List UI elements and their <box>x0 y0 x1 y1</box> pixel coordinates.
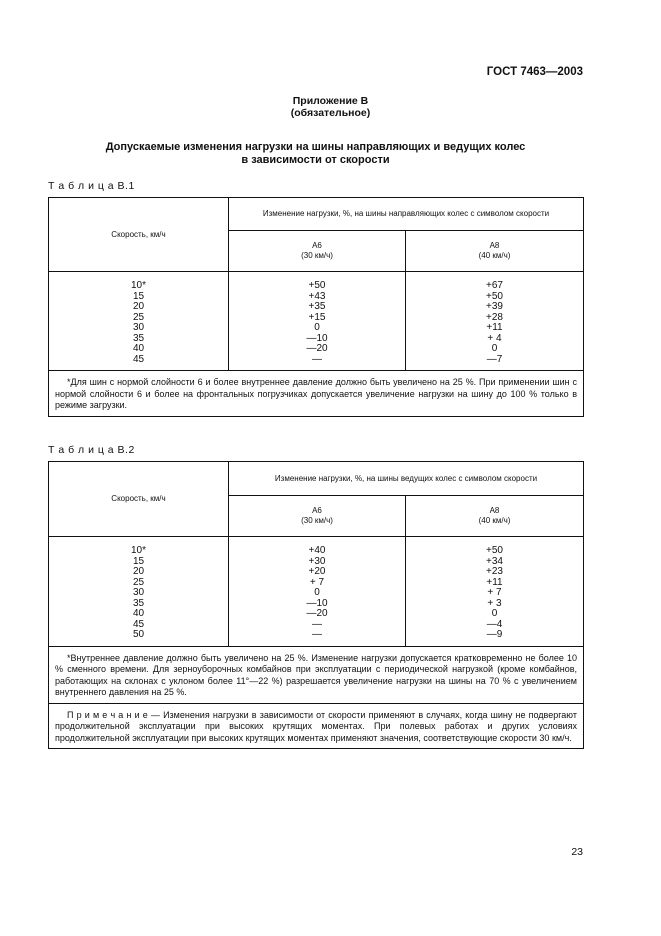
table2-group-header: Изменение нагрузки, %, на шины ведущих колес с символом скорости <box>229 462 584 496</box>
table1-speed-cell: 35 <box>132 332 145 344</box>
table2-a6-symbol: А6 <box>312 506 322 515</box>
table1-a8-header <box>406 231 584 272</box>
table1-a6-column <box>229 272 406 371</box>
table2-caption: Т а б л и ц а В.2 <box>48 444 135 456</box>
table1-a6-cell: 0 <box>314 322 320 333</box>
table2-footnote-text: *Внутреннее давление должно быть увеличено на 25 %. Изменение нагрузки допускается кратковременно не более 10 % сменного времени. Для зерноуборочных комбайнов при эксплуатации с периодической нагрузкой (кроме комбайнов, работающих на склонах с уклоном более 11°—22 %) разрешается увеличение нагрузки на шины на 70 % с увеличением внутреннего давления на 25 %. <box>55 652 577 697</box>
table1-a8-cell: +50 <box>486 290 503 302</box>
table1-a8-cell: +28 <box>486 311 503 323</box>
table1-a6-cell: +50 <box>308 280 326 291</box>
table2-a8-header <box>406 496 584 537</box>
table1-caption: Т а б л и ц а В.1 <box>48 180 135 192</box>
table2-a6-cell: — <box>312 618 322 630</box>
table2-a8-cell: +34 <box>486 555 503 567</box>
table2-note-label: П р и м е ч а н и е <box>67 709 148 720</box>
table1-a8-symbol: А8 <box>489 241 500 250</box>
table2-speed-cell: 15 <box>132 555 145 567</box>
table1-footnote-text: *Для шин с нормой слойности 6 и более внутреннее давление должно быть увеличено на 25 %. При применении шин с нормой слойности 6 и более на фронтальных погрузчиках допускается увеличение нагрузки на шину до 100 % только в режиме загрузки. <box>55 377 577 410</box>
table2-a6-speed: (30 км/ч) <box>301 516 333 525</box>
table1-group-header: Изменение нагрузки, %, на шины направляющих колес с символом скорости <box>229 198 584 231</box>
table2-a6-column <box>229 537 406 647</box>
table2-a6-cell: — <box>312 629 322 640</box>
table2-a8-cell: 0 <box>491 608 498 619</box>
table2-a8-cell: + 7 <box>487 587 502 598</box>
table1-speed-cell: 45 <box>132 353 145 365</box>
table2-speed-header: Скорость, км/ч <box>49 462 229 537</box>
table2-a8-cell: +11 <box>486 576 503 588</box>
table2-a8-speed: (40 км/ч) <box>478 516 511 525</box>
appendix-title: Приложение В <box>292 95 369 107</box>
table2-a6-header <box>229 496 406 537</box>
table2-a6-cell: —10 <box>306 597 328 609</box>
table2-a6-cell: +30 <box>308 555 326 567</box>
standard-header: ГОСТ 7463—2003 <box>486 66 583 78</box>
table1-a6-cell: —20 <box>306 343 328 354</box>
table1-a6-symbol: А6 <box>312 241 322 250</box>
table2-speed-cell: 30 <box>132 587 145 598</box>
table2-a6-cell: +40 <box>308 545 326 556</box>
table1-speed-cell: 10* <box>130 280 146 291</box>
table2-speed-cell: 25 <box>132 576 145 588</box>
table1-a8-cell: +39 <box>486 301 503 312</box>
table1-a6-cell: +43 <box>308 290 326 302</box>
table2-a8-symbol: А8 <box>489 506 500 515</box>
table1-speed-header: Скорость, км/ч <box>49 198 229 272</box>
table2-a6-cell: 0 <box>314 587 320 598</box>
table1-a6-cell: — <box>312 353 322 365</box>
appendix-subtitle: (обязательное) <box>290 107 371 119</box>
table2-speed-cell: 40 <box>132 608 145 619</box>
table1-speed-cell: 15 <box>132 290 145 302</box>
table2-speed-cell: 10* <box>130 545 146 556</box>
table1-a8-cell: —7 <box>486 353 503 365</box>
table2-a8-column <box>406 537 584 647</box>
table2-a6-cell: +20 <box>308 566 326 577</box>
table2-note-text: — Изменения нагрузки в зависимости от скорости применяют в случаях, когда шину не подвергают продолжительной эксплуатации при высоких крутящих моментах. При полевых работах и других условиях продолжительной эксплуатации при высоких крутящих моментах применяют значения, соответствующие скорости 30 км/ч. <box>55 709 577 743</box>
table2-a8-cell: +50 <box>486 545 503 556</box>
table1-a8-cell: +11 <box>486 322 503 333</box>
table1-a8-cell: +67 <box>486 280 503 291</box>
table2-a6-cell: —20 <box>306 608 328 619</box>
table2 <box>48 461 584 749</box>
table1-a8-column <box>406 272 584 371</box>
main-title <box>48 141 583 167</box>
table1-a6-speed: (30 км/ч) <box>301 251 333 260</box>
table1-footnote <box>49 371 584 417</box>
table1-a6-cell: +35 <box>308 301 326 312</box>
table1-a8-speed: (40 км/ч) <box>478 251 511 260</box>
table1-a6-header <box>229 231 406 272</box>
table2-a8-cell: —9 <box>486 629 503 640</box>
table2-a6-cell: + 7 <box>309 576 325 588</box>
table1-a6-cell: —10 <box>306 332 328 344</box>
appendix-heading <box>0 95 661 119</box>
page-number: 23 <box>571 846 583 858</box>
table1-speed-cell: 20 <box>132 301 145 312</box>
table2-speed-cell: 35 <box>132 597 145 609</box>
main-title-line2: в зависимости от скорости <box>241 154 390 166</box>
table2-speed-cell: 20 <box>132 566 145 577</box>
table1-a8-cell: + 4 <box>487 332 502 344</box>
table2-speed-cell: 45 <box>132 618 145 630</box>
table2-a8-cell: + 3 <box>487 597 502 609</box>
table1 <box>48 197 584 417</box>
main-title-line1: Допускаемые изменения нагрузки на шины направляющих и ведущих колес <box>105 141 526 153</box>
table2-speed-cell: 50 <box>132 629 145 640</box>
table2-speed-column <box>49 537 229 647</box>
table1-a8-cell: 0 <box>491 343 498 354</box>
table1-a6-cell: +15 <box>308 311 326 323</box>
table2-note <box>49 703 584 749</box>
table2-a8-cell: +23 <box>486 566 503 577</box>
table2-footnote <box>49 646 584 703</box>
table1-speed-cell: 40 <box>132 343 145 354</box>
table1-speed-column <box>49 272 229 371</box>
table2-a8-cell: —4 <box>486 618 503 630</box>
table1-speed-cell: 30 <box>132 322 145 333</box>
table1-speed-cell: 25 <box>132 311 145 323</box>
